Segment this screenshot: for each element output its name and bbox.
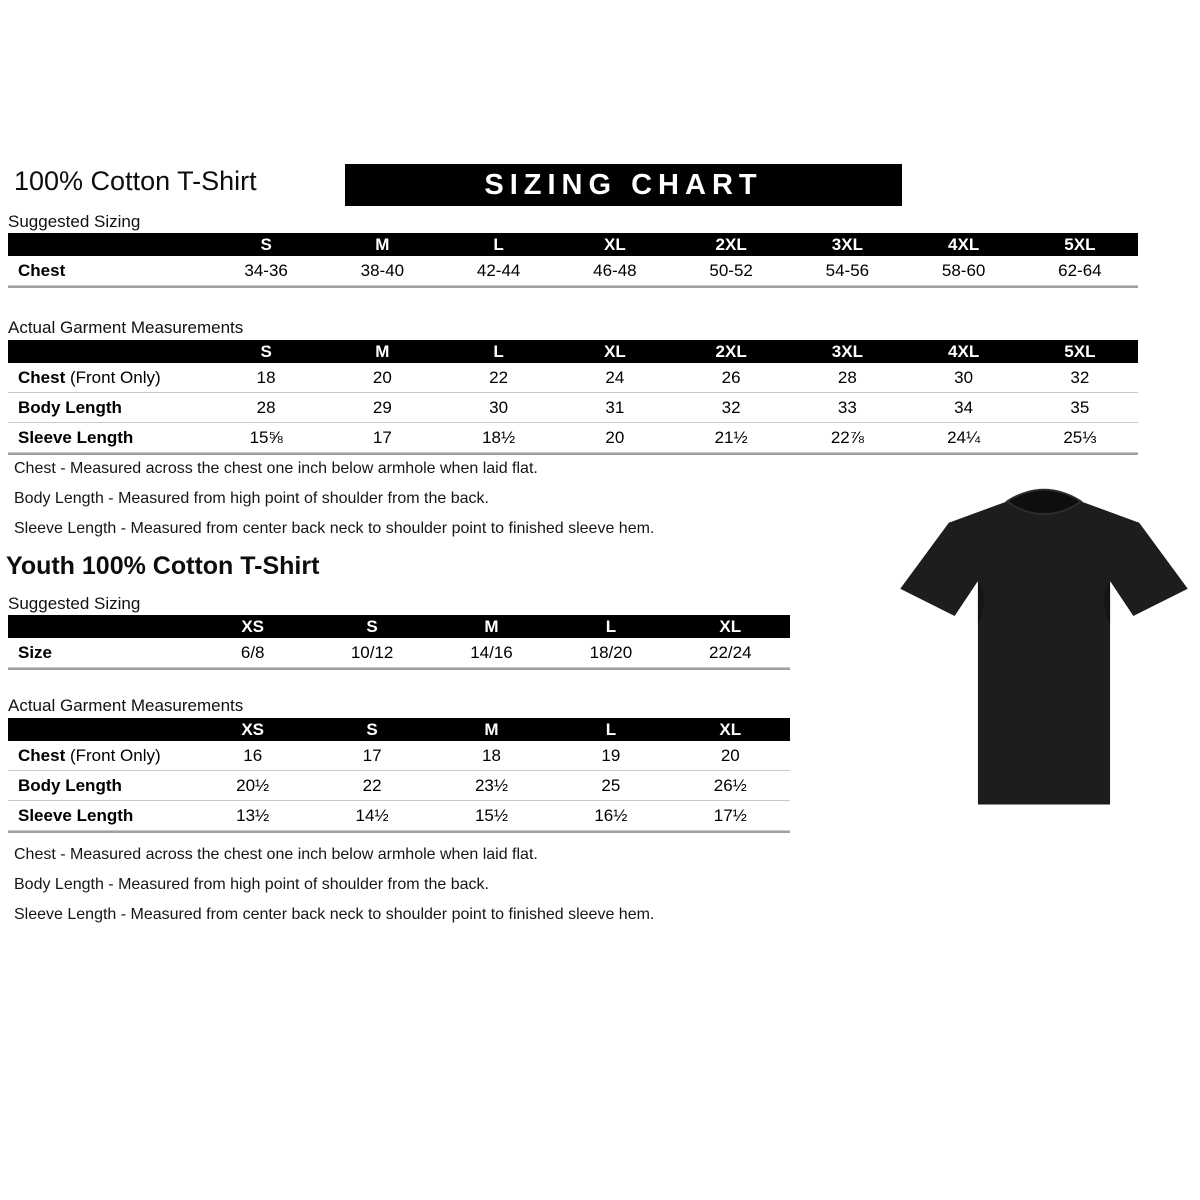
note-chest: Chest - Measured across the chest one inch below armhole when laid flat. (14, 460, 538, 477)
row-label (8, 806, 193, 826)
measurement-cell: 20 (720, 745, 740, 765)
measurement-cell: 18/20 (589, 642, 633, 662)
note-sleeve-length: Sleeve Length - Measured from center back neck to shoulder point to finished sleeve hem. (14, 906, 655, 923)
row-label-text: Chest (18, 260, 66, 280)
size-column-header: M (375, 235, 390, 254)
size-column-header: S (366, 617, 378, 636)
size-column-header: XL (719, 617, 742, 636)
measurement-cell: 13½ (236, 805, 270, 825)
measurement-cell: 30 (489, 397, 509, 417)
measurement-cell: 28 (837, 367, 857, 387)
row-label-text: Body Length (18, 775, 122, 795)
measurement-cell: 35 (1070, 397, 1090, 417)
measurement-cell: 26½ (713, 775, 747, 795)
youth-suggested-table (8, 615, 790, 670)
note-body-length: Body Length - Measured from high point of shoulder from the back. (14, 876, 489, 893)
measurement-cell: 30 (954, 367, 974, 387)
measurement-cell: 16½ (594, 805, 628, 825)
table-row (8, 393, 1138, 423)
table-header-row (8, 233, 1138, 256)
row-label (8, 398, 208, 418)
size-column-header: 5XL (1064, 342, 1096, 361)
measurement-cell: 18 (256, 367, 276, 387)
measurement-cell: 14½ (355, 805, 389, 825)
measurement-cell: 23½ (474, 775, 509, 795)
measurement-cell: 10/12 (350, 642, 394, 662)
table-row (8, 638, 790, 668)
note-sleeve-length: Sleeve Length - Measured from center back neck to shoulder point to finished sleeve hem. (14, 520, 655, 537)
measurement-cell: 32 (721, 397, 741, 417)
note-body-length: Body Length - Measured from high point of shoulder from the back. (14, 490, 489, 507)
adult-suggested-table (8, 233, 1138, 288)
measurement-cell: 22 (489, 367, 509, 387)
size-column-header: 2XL (715, 342, 747, 361)
size-column-header: L (493, 235, 504, 254)
size-column-header: 5XL (1064, 235, 1096, 254)
size-column-header: XS (241, 720, 265, 739)
measurement-cell: 22⅞ (830, 427, 864, 447)
size-column-header: 2XL (715, 235, 747, 254)
measurement-cell: 24¼ (947, 427, 981, 447)
row-label (8, 261, 208, 281)
size-column-header: XL (604, 235, 626, 254)
size-column-header: L (605, 617, 617, 636)
size-column-header: M (375, 342, 390, 361)
row-label-text: Chest (18, 367, 66, 387)
measurement-cell: 25⅓ (1063, 427, 1097, 447)
row-label (8, 746, 193, 766)
row-label (8, 428, 208, 448)
size-column-header: XS (241, 617, 265, 636)
measurement-cell: 58-60 (941, 260, 986, 280)
measurement-cell: 20 (372, 367, 392, 387)
measurement-cell: 16 (243, 745, 263, 765)
size-column-header: XL (719, 720, 742, 739)
measurement-cell: 34-36 (244, 260, 288, 280)
size-column-header: 4XL (948, 342, 980, 361)
table-header-row (8, 340, 1138, 363)
row-label (8, 776, 193, 796)
measurement-cell: 33 (837, 397, 857, 417)
size-column-header: 3XL (831, 235, 863, 254)
note-chest: Chest - Measured across the chest one inch below armhole when laid flat. (14, 846, 538, 863)
measurement-cell: 34 (954, 397, 974, 417)
youth-actual-table (8, 718, 790, 833)
measurement-cell: 26 (721, 367, 741, 387)
size-column-header: S (366, 720, 378, 739)
table-row (8, 363, 1138, 393)
measurement-cell: 15½ (474, 805, 509, 825)
measurement-cell: 22/24 (709, 642, 752, 662)
size-column-header: S (260, 235, 272, 254)
measurement-cell: 17½ (713, 805, 747, 825)
table-row (8, 801, 790, 831)
tshirt-image (898, 480, 1190, 820)
measurement-cell: 32 (1070, 367, 1090, 387)
row-label-text: Size (18, 642, 53, 662)
youth-actual-measurements-label: Actual Garment Measurements (8, 696, 244, 715)
measurement-cell: 46-48 (593, 260, 637, 280)
measurement-cell: 17 (372, 427, 392, 447)
adult-actual-measurements-label: Actual Garment Measurements (8, 318, 244, 337)
size-column-header: L (493, 342, 504, 361)
measurement-cell: 18 (482, 745, 501, 765)
size-column-header: M (484, 720, 499, 739)
row-label-suffix: (Front Only) (65, 367, 161, 387)
row-label (8, 368, 208, 388)
measurement-cell: 18½ (482, 427, 516, 447)
table-row (8, 423, 1138, 453)
row-label (8, 643, 193, 663)
row-label-text: Sleeve Length (18, 427, 134, 447)
measurement-cell: 38-40 (360, 260, 405, 280)
measurement-cell: 50-52 (709, 260, 753, 280)
measurement-cell: 15⅝ (249, 427, 283, 447)
measurement-cell: 28 (256, 397, 276, 417)
row-label-suffix: (Front Only) (65, 745, 161, 765)
row-label-text: Sleeve Length (18, 805, 134, 825)
measurement-cell: 6/8 (240, 642, 265, 662)
row-label-text: Chest (18, 745, 66, 765)
size-column-header: M (484, 617, 499, 636)
size-column-header: S (260, 342, 272, 361)
tshirt-body (900, 490, 1188, 805)
tshirt-graphic (898, 480, 1190, 820)
measurement-cell: 20 (605, 427, 625, 447)
measurement-cell: 29 (372, 397, 392, 417)
table-header-row (8, 718, 790, 741)
measurement-cell: 22 (362, 775, 382, 795)
size-column-header: 3XL (831, 342, 863, 361)
measurement-cell: 54-56 (825, 260, 870, 280)
table-row (8, 771, 790, 801)
measurement-cell: 62-64 (1058, 260, 1102, 280)
youth-suggested-sizing-label: Suggested Sizing (8, 594, 141, 613)
table-header-row (8, 615, 790, 638)
measurement-cell: 42-44 (476, 260, 521, 280)
measurement-cell: 19 (601, 745, 621, 765)
adult-actual-table (8, 340, 1138, 455)
measurement-cell: 20½ (236, 775, 270, 795)
youth-title: Youth 100% Cotton T-Shirt (6, 552, 320, 580)
row-label-text: Body Length (18, 397, 122, 417)
size-column-header: L (605, 720, 617, 739)
measurement-cell: 14/16 (470, 642, 513, 662)
measurement-cell: 31 (605, 397, 625, 417)
measurement-cell: 21½ (714, 427, 748, 447)
measurement-cell: 24 (605, 367, 625, 387)
table-row (8, 256, 1138, 286)
measurement-cell: 17 (362, 745, 382, 765)
measurement-cell: 25 (601, 775, 621, 795)
size-column-header: XL (604, 342, 626, 361)
adult-suggested-sizing-label: Suggested Sizing (8, 212, 141, 231)
sizing-chart-banner: SIZING CHART (345, 164, 902, 206)
page-title: 100% Cotton T-Shirt (14, 166, 257, 196)
table-row (8, 741, 790, 771)
size-column-header: 4XL (948, 235, 980, 254)
